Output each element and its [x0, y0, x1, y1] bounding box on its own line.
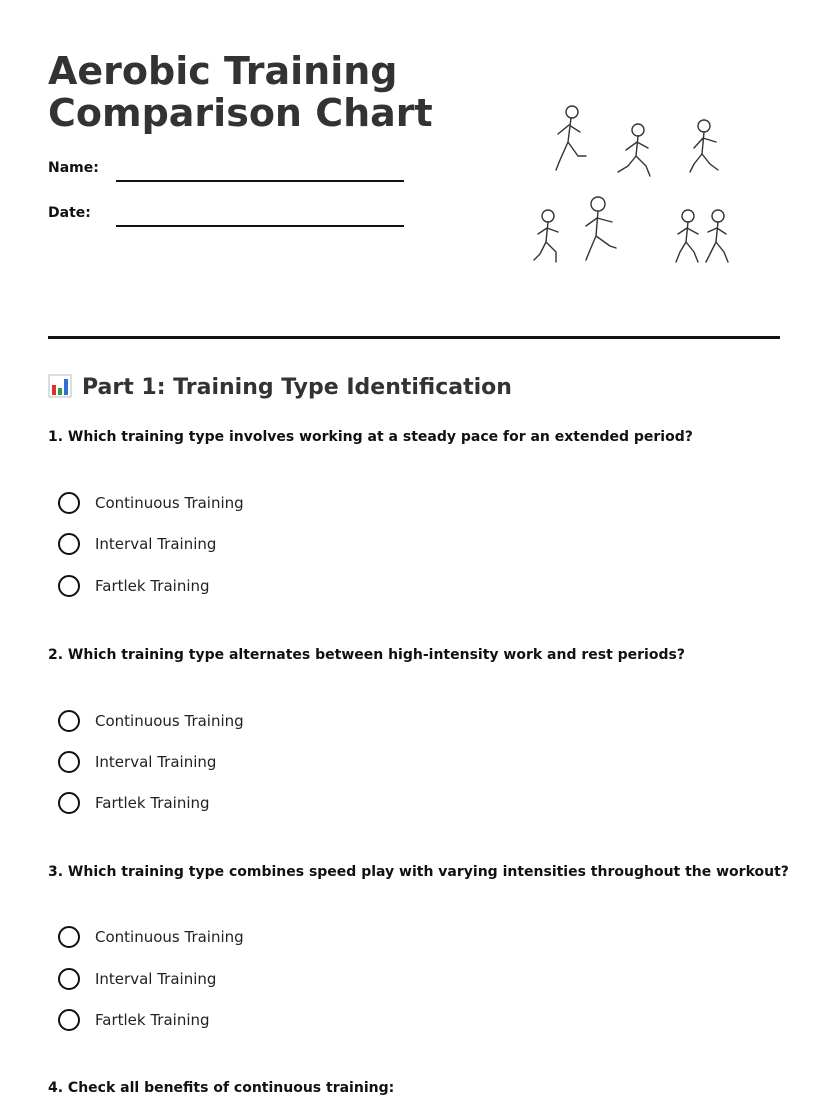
- radio-button[interactable]: [58, 710, 80, 732]
- title-line-1: Aerobic Training: [48, 49, 398, 93]
- runner-figure: [534, 210, 558, 262]
- runner-figure: [690, 120, 718, 172]
- radio-button[interactable]: [58, 926, 80, 948]
- question-2-text: 2. Which training type alternates between high-intensity work and rest periods?: [48, 647, 685, 663]
- runner-figure: [618, 124, 650, 176]
- option-label: Continuous Training: [95, 712, 244, 730]
- runner-figure: [586, 197, 616, 260]
- name-label: Name:: [48, 160, 99, 176]
- option-label: Interval Training: [95, 970, 217, 988]
- option-label: Continuous Training: [95, 494, 244, 512]
- radio-button[interactable]: [58, 751, 80, 773]
- runner-figure: [556, 106, 586, 170]
- section-heading: [48, 374, 512, 400]
- question-3-text: 3. Which training type combines speed play with varying intensities throughout the workout?: [48, 864, 789, 880]
- runner-figure: [706, 210, 728, 262]
- option-label: Interval Training: [95, 753, 217, 771]
- radio-button[interactable]: [58, 533, 80, 555]
- question-4-text: 4. Check all benefits of continuous training:: [48, 1080, 395, 1096]
- page-title: [48, 50, 468, 134]
- q1-option-continuous[interactable]: [58, 491, 244, 515]
- q2-option-interval[interactable]: [58, 750, 216, 774]
- radio-button[interactable]: [58, 575, 80, 597]
- radio-button[interactable]: [58, 792, 80, 814]
- option-label: Fartlek Training: [95, 577, 210, 595]
- q3-option-fartlek[interactable]: [58, 1008, 210, 1032]
- radio-button[interactable]: [58, 492, 80, 514]
- q3-option-continuous[interactable]: [58, 925, 244, 949]
- runner-figure: [676, 210, 698, 262]
- q1-option-interval[interactable]: [58, 532, 216, 556]
- q3-option-interval[interactable]: [58, 967, 216, 991]
- radio-button[interactable]: [58, 968, 80, 990]
- date-input-line[interactable]: [116, 225, 404, 227]
- section-divider: [48, 336, 780, 339]
- section-title: Part 1: Training Type Identification: [82, 375, 512, 400]
- question-1-text: 1. Which training type involves working at a steady pace for an extended period?: [48, 429, 693, 445]
- q2-option-fartlek[interactable]: [58, 791, 210, 815]
- bar-chart-icon: [48, 374, 72, 398]
- name-input-line[interactable]: [116, 180, 404, 182]
- running-children-illustration: [520, 98, 760, 274]
- option-label: Continuous Training: [95, 928, 244, 946]
- q2-option-continuous[interactable]: [58, 709, 244, 733]
- title-line-2: Comparison Chart: [48, 91, 433, 135]
- option-label: Interval Training: [95, 535, 217, 553]
- date-label: Date:: [48, 205, 91, 221]
- radio-button[interactable]: [58, 1009, 80, 1031]
- option-label: Fartlek Training: [95, 1011, 210, 1029]
- option-label: Fartlek Training: [95, 794, 210, 812]
- q1-option-fartlek[interactable]: [58, 574, 210, 598]
